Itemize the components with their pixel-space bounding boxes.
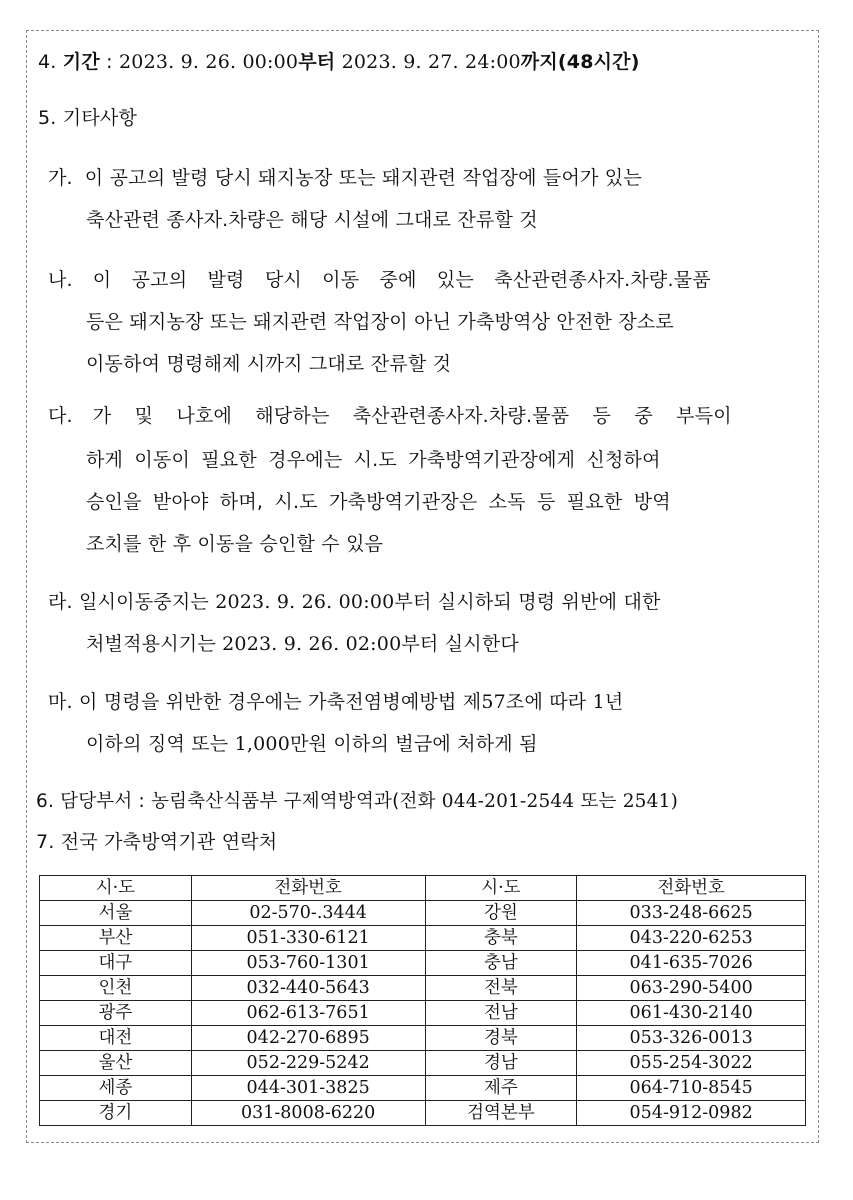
item-text: 등은 돼지농장 또는 돼지관련 작업장이 아닌 가축방역상 안전한 장소로 <box>86 311 674 333</box>
item-na-line2 <box>86 310 674 334</box>
phone-cell: 054-912-0982 <box>577 1101 806 1126</box>
phone-cell: 055-254-3022 <box>577 1051 806 1076</box>
column-header: 시·도 <box>425 876 577 901</box>
item-text: 승인을 받아야 하며, 시.도 가축방역기관장은 소독 등 필요한 방역 <box>86 491 671 513</box>
region-cell: 충남 <box>425 951 577 976</box>
phone-cell: 062-613-7651 <box>191 1001 425 1026</box>
item-ga-line1 <box>48 166 808 190</box>
table-row <box>40 1076 806 1101</box>
item-text: 이하의 징역 또는 <box>86 733 229 755</box>
phone-cell: 042-270-6895 <box>191 1026 425 1051</box>
item-da-line1 <box>48 404 732 428</box>
item-marker: 나. <box>48 269 73 291</box>
phone-cell: 061-430-2140 <box>577 1001 806 1026</box>
item-ma-line2 <box>86 732 538 756</box>
phone-cell: 043-220-6253 <box>577 926 806 951</box>
item-text: 축산관련 종사자.차량은 해당 시설에 그대로 잔류할 것 <box>86 209 538 231</box>
phone-cell: 02-570-.3444 <box>191 901 425 926</box>
phone-cell: 044-301-3825 <box>191 1076 425 1101</box>
region-cell: 제주 <box>425 1076 577 1101</box>
colon: : <box>138 791 145 812</box>
phone-cell: 051-330-6121 <box>191 926 425 951</box>
section-6-department <box>36 790 678 814</box>
region-cell: 전남 <box>425 1001 577 1026</box>
table-row <box>40 951 806 976</box>
region-cell: 세종 <box>40 1076 192 1101</box>
region-cell: 경남 <box>425 1051 577 1076</box>
region-cell: 전북 <box>425 976 577 1001</box>
colon: : <box>106 51 113 73</box>
item-number: 1,000 <box>234 733 291 755</box>
phone-cell: 041-635-7026 <box>577 951 806 976</box>
section-number: 7. <box>36 831 55 853</box>
section-7-heading <box>36 830 277 854</box>
region-cell: 인천 <box>40 976 192 1001</box>
phone-cell: 063-290-5400 <box>577 976 806 1001</box>
item-ra-line2 <box>86 632 519 656</box>
item-na-line3 <box>86 352 451 376</box>
item-text: 조치를 한 후 이동을 승인할 수 있음 <box>86 533 384 555</box>
item-number: 1 <box>592 691 605 713</box>
region-cell: 경북 <box>425 1026 577 1051</box>
until-text: 까지 <box>520 51 558 73</box>
period-duration: (48시간) <box>557 51 640 73</box>
section-label: 담당부서 <box>60 791 133 812</box>
period-label: 기간 <box>62 51 100 73</box>
phone-cell: 064-710-8545 <box>577 1076 806 1101</box>
table-row <box>40 1101 806 1126</box>
section-number: 5. <box>38 107 57 129</box>
item-ra-line1 <box>48 590 661 614</box>
phone-cell: 053-326-0013 <box>577 1026 806 1051</box>
item-marker: 라. <box>48 591 73 613</box>
region-cell: 검역본부 <box>425 1101 577 1126</box>
item-text: 이 공고의 발령 당시 돼지농장 또는 돼지관련 작업장에 들어가 있는 <box>84 167 642 189</box>
item-text: 조에 따라 <box>505 691 587 713</box>
item-da-line4 <box>86 532 383 556</box>
region-cell: 경기 <box>40 1101 192 1126</box>
item-date: 2023. 9. 26. 00:00 <box>215 591 395 613</box>
region-cell: 부산 <box>40 926 192 951</box>
section-5-heading <box>38 106 137 130</box>
section-label: 기타사항 <box>62 107 137 129</box>
item-text: 년 <box>604 691 624 713</box>
table-row <box>40 1001 806 1026</box>
or-text: 또는 <box>580 791 617 812</box>
section-number: 6. <box>36 791 55 812</box>
item-marker: 마. <box>48 691 73 713</box>
phone-cell: 052-229-5242 <box>191 1051 425 1076</box>
item-da-line3 <box>86 490 671 514</box>
region-cell: 대전 <box>40 1026 192 1051</box>
table-row <box>40 976 806 1001</box>
region-cell: 충북 <box>425 926 577 951</box>
item-text: 부터 실시하되 명령 위반에 대한 <box>394 591 661 613</box>
column-header: 시·도 <box>40 876 192 901</box>
item-text: 이동하여 명령해제 시까지 그대로 잔류할 것 <box>86 353 452 375</box>
item-ma-line1 <box>48 690 623 714</box>
item-date: 2023. 9. 26. 02:00 <box>222 633 402 655</box>
column-header: 전화번호 <box>577 876 806 901</box>
table-header-row <box>40 876 806 901</box>
phone-extension: 2541) <box>622 791 679 812</box>
table-row <box>40 901 806 926</box>
phone-number: 044-201-2544 <box>441 791 575 812</box>
item-text: 이 공고의 발령 당시 이동 중에 있는 축산관련종사자.차량.물품 <box>92 269 711 291</box>
item-da-line2 <box>86 448 661 472</box>
period-start: 2023. 9. 26. 00:00 <box>119 51 299 73</box>
region-cell: 대구 <box>40 951 192 976</box>
phone-cell: 033-248-6625 <box>577 901 806 926</box>
phone-cell: 053-760-1301 <box>191 951 425 976</box>
region-cell: 울산 <box>40 1051 192 1076</box>
section-label: 전국 가축방역기관 연락처 <box>60 831 278 853</box>
item-marker: 가. <box>48 167 73 189</box>
department-name: 농림축산식품부 구제역방역과(전화 <box>151 791 436 812</box>
table-row <box>40 1026 806 1051</box>
region-cell: 광주 <box>40 1001 192 1026</box>
item-text: 하게 이동이 필요한 경우에는 시.도 가축방역기관장에게 신청하여 <box>86 449 661 471</box>
region-cell: 강원 <box>425 901 577 926</box>
table-row <box>40 1051 806 1076</box>
item-text: 가 및 나호에 해당하는 축산관련종사자.차량.물품 등 중 부득이 <box>92 405 732 427</box>
item-text: 만원 이하의 벌금에 처하게 됨 <box>290 733 538 755</box>
phone-cell: 032-440-5643 <box>191 976 425 1001</box>
section-number: 4. <box>38 51 57 73</box>
column-header: 전화번호 <box>191 876 425 901</box>
item-text: 일시이동중지는 <box>79 591 209 613</box>
contacts-table <box>39 875 806 1126</box>
region-cell: 서울 <box>40 901 192 926</box>
item-na-line1 <box>48 268 808 292</box>
phone-cell: 031-8008-6220 <box>191 1101 425 1126</box>
item-marker: 다. <box>48 405 73 427</box>
item-text: 처벌적용시기는 <box>86 633 216 655</box>
table-row <box>40 926 806 951</box>
item-text: 이 명령을 위반한 경우에는 가축전염병예방법 제 <box>79 691 482 713</box>
item-ga-line2 <box>86 208 538 232</box>
item-number: 57 <box>481 691 506 713</box>
from-text: 부터 <box>298 51 336 73</box>
item-text: 부터 실시한다 <box>401 633 519 655</box>
period-end: 2023. 9. 27. 24:00 <box>341 51 521 73</box>
section-4-period <box>38 50 640 74</box>
